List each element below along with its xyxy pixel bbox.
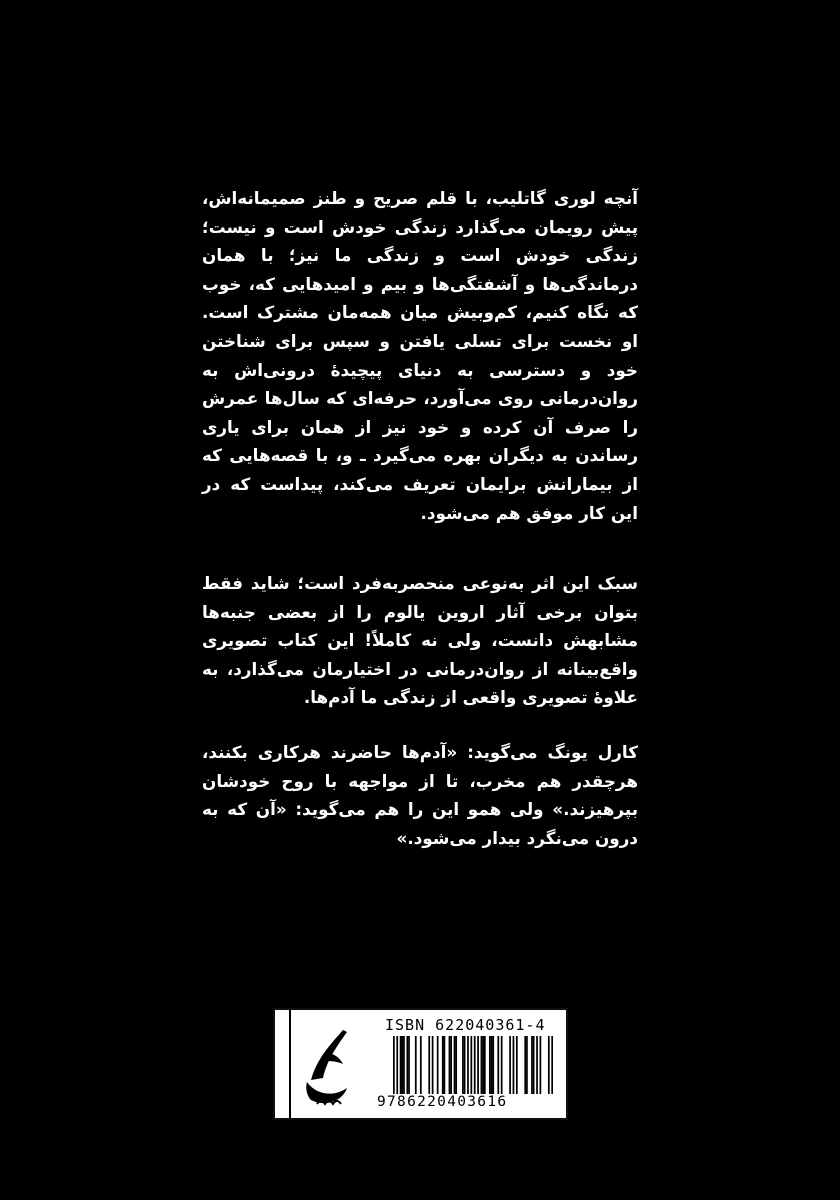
barcode-bar xyxy=(531,1036,533,1094)
barcode-bar xyxy=(548,1036,550,1094)
barcode-bar xyxy=(455,1036,457,1094)
barcode-bar xyxy=(403,1036,405,1094)
barcode-bar xyxy=(442,1036,444,1094)
barcode-bar xyxy=(406,1036,408,1094)
barcode-bar xyxy=(444,1036,446,1094)
barcode-bar xyxy=(437,1036,439,1094)
barcode-bar xyxy=(450,1036,452,1094)
publisher-bird-logo-icon xyxy=(297,1018,357,1112)
barcode-bar xyxy=(400,1036,402,1094)
back-cover-paragraph-style: سبک این اثر به‌نوعی منحصربه‌فرد است؛ شاید فقط بتوان برخی آثار اروین یالوم را از بعضی جنبه‌ها مشابهش دانست، ولی نه کاملاً! این کتاب تصویری واقع‌بینانه از روان‌درمانی در اختیارمان می‌گذارد، به علاوهٔ تصویری واقعی از زندگی ما آدم‌ها. xyxy=(202,573,638,708)
barcode-bar xyxy=(526,1036,528,1094)
barcode-bar xyxy=(420,1036,422,1094)
barcode-bar xyxy=(428,1036,430,1094)
barcode-bar xyxy=(408,1036,410,1094)
barcode-bar xyxy=(540,1036,542,1094)
barcode-bar xyxy=(489,1036,491,1094)
back-cover-paragraph-jung-quote: کارل یونگ می‌گوید: «آدم‌ها حاضرند هرکاری بکنند، هرچقدر هم مخرب، تا از مواجهه با روح خودشان بپرهیزند.» ولی همو این را هم می‌گوید: «آن که به درون می‌نگرد بیدار می‌شود.» xyxy=(202,742,638,848)
barcode-bar xyxy=(432,1036,434,1094)
back-cover-paragraph-intro: آنچه لوری گاتلیب، با قلم صریح و طنز صمیمانه‌اش، پیش رویمان می‌گذارد زندگی خودش است و نیست؛ زندگی خودش است و زندگی ما نیز؛ با همان درماندگی‌ها و آشفتگی‌ها و بیم و امیدهایی که، خوب که نگاه کنیم، کم‌وبیش میان همه‌مان مشترک است. او نخست برای تسلی یافتن و سپس برای شناختن خود و دسترسی به دنیای پیچیدهٔ درونی‌اش به روان‌درمانی روی می‌آورد، حرفه‌ای که سال‌ها عمرش را صرف آن کرده و خود نیز از همان برای یاری رساندن به دیگران بهره می‌گیرد ـ و، با قصه‌هایی که از بیمارانش برایمان تعریف می‌کند، پیداست که در این کار موفق هم می‌شود. xyxy=(202,188,638,523)
barcode-bar xyxy=(393,1036,395,1094)
barcode-bar xyxy=(454,1036,456,1094)
barcode-bar xyxy=(516,1036,518,1094)
barcode-bar xyxy=(474,1036,476,1094)
barcode-bar xyxy=(492,1036,494,1094)
barcode-bar xyxy=(482,1036,484,1094)
barcode-bar xyxy=(467,1036,469,1094)
barcode-bar xyxy=(415,1036,417,1094)
barcode-bar xyxy=(464,1036,466,1094)
barcode-bar xyxy=(491,1036,493,1094)
barcode-bar xyxy=(484,1036,486,1094)
barcode-bar xyxy=(481,1036,483,1094)
barcode-bar xyxy=(462,1036,464,1094)
barcode-bar xyxy=(470,1036,472,1094)
barcode-bar xyxy=(509,1036,511,1094)
barcode-bar xyxy=(501,1036,503,1094)
barcode-bar xyxy=(533,1036,535,1094)
barcode-box xyxy=(273,1008,568,1120)
barcode-bar xyxy=(449,1036,451,1094)
barcode-bars xyxy=(393,1036,553,1094)
barcode-bar xyxy=(551,1036,553,1094)
barcode-bar xyxy=(477,1036,479,1094)
barcode-bar xyxy=(497,1036,499,1094)
barcode-bar xyxy=(513,1036,515,1094)
barcode-divider xyxy=(289,1010,291,1118)
isbn-label: ISBN 622040361-4 xyxy=(385,1016,546,1034)
barcode-bar xyxy=(396,1036,398,1094)
barcode-bar xyxy=(401,1036,403,1094)
barcode-digits: 9786220403616 xyxy=(377,1094,508,1110)
barcode-bar xyxy=(536,1036,538,1094)
barcode-bar xyxy=(524,1036,526,1094)
